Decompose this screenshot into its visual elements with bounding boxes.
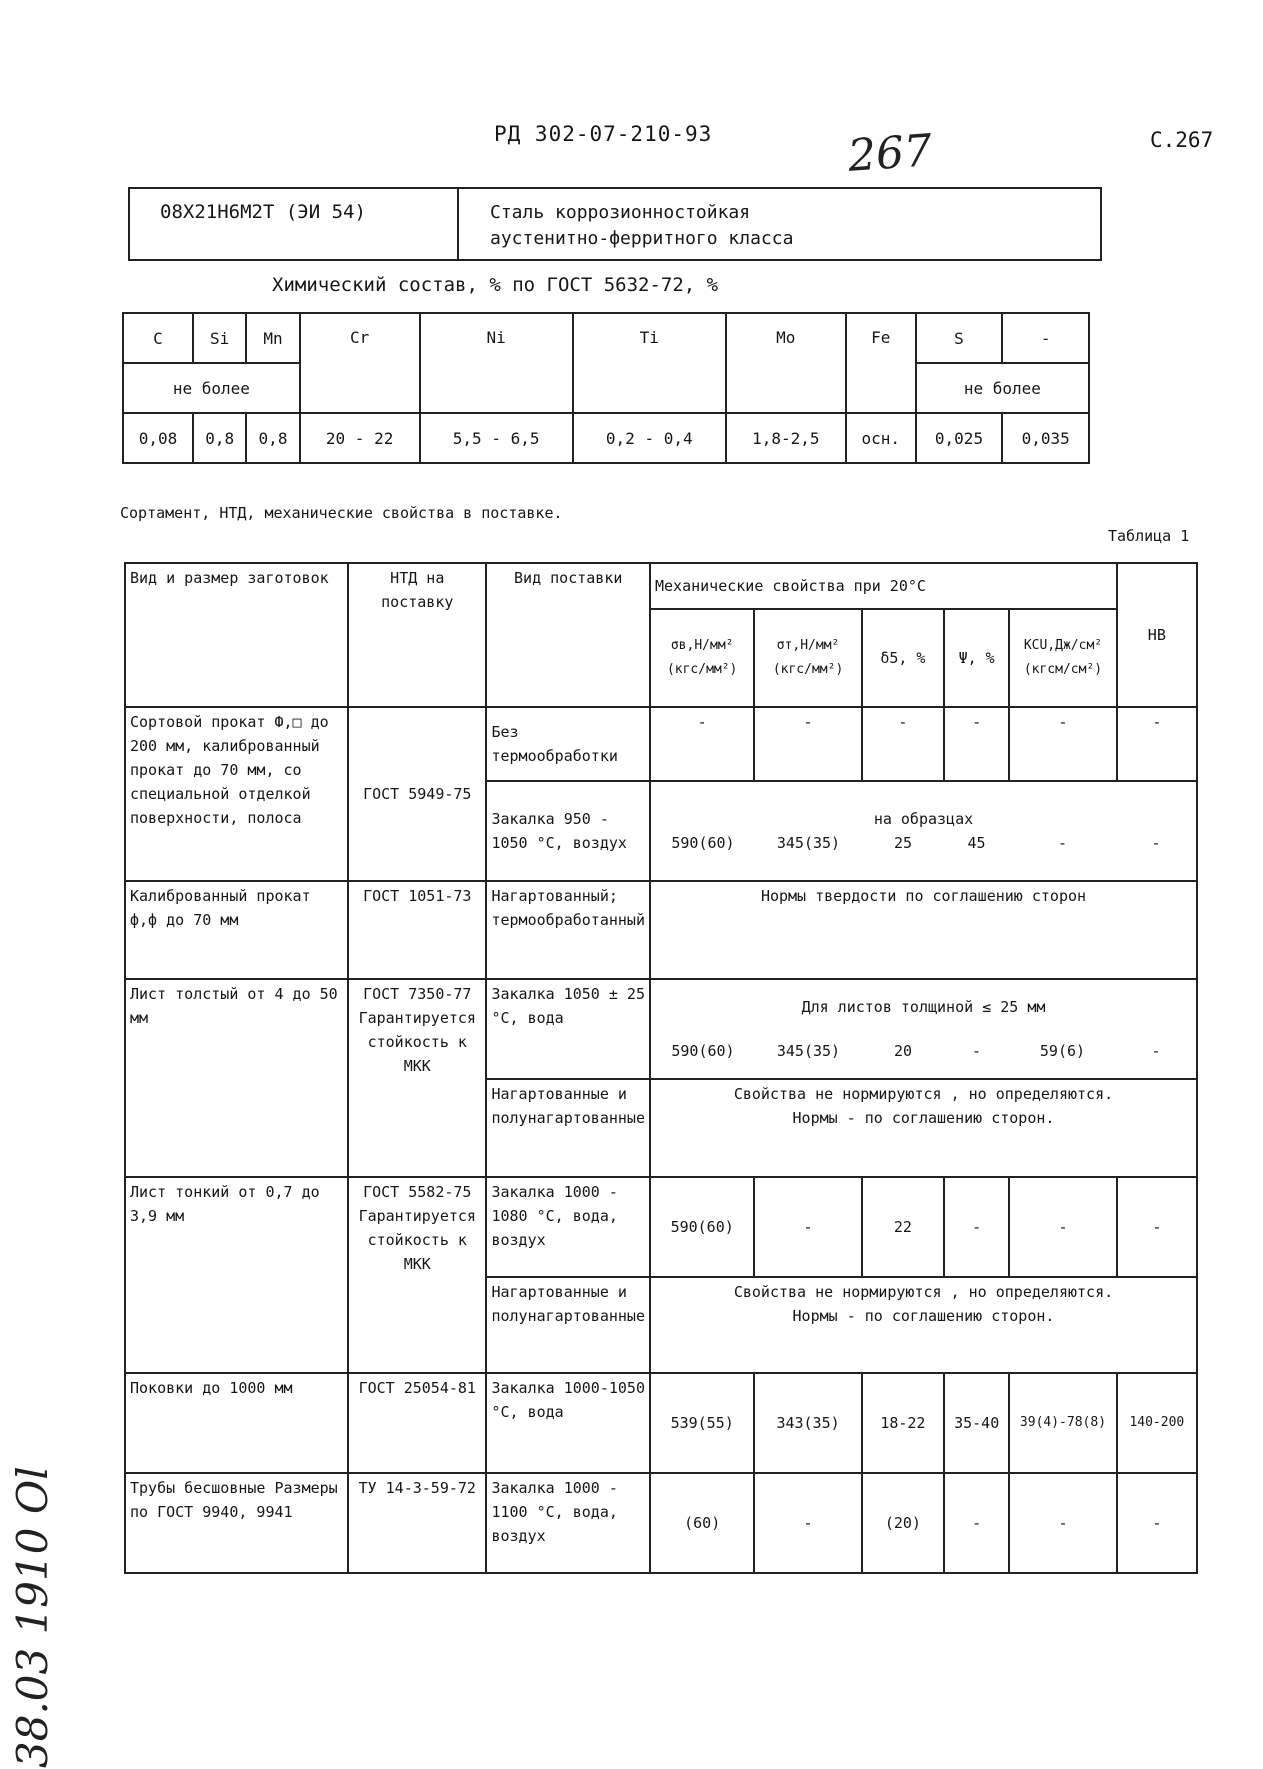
row6-blank: Трубы бесшовные Размеры по ГОСТ 9940, 9941: [125, 1473, 348, 1573]
chem-el-si: Si: [193, 313, 246, 363]
header-sigma-t: σт,Н/мм² (кгс/мм²): [754, 609, 861, 707]
steel-description-line2: аустенитно-ферритного класса: [490, 228, 794, 249]
row3a-psi: -: [971, 1042, 981, 1060]
chem-val-cr: 20 - 22: [300, 413, 420, 463]
row1a-psi: -: [944, 707, 1009, 781]
row1a-hb: -: [1117, 707, 1197, 781]
row1b-delivery: Закалка 950 - 1050 °С, воздух: [486, 781, 650, 881]
chem-el-ti: Ti: [573, 313, 726, 413]
row-6: [125, 1473, 1197, 1573]
table-label: Таблица 1: [1108, 527, 1190, 545]
row6-delivery: Закалка 1000 - 1100 °С, вода, воздух: [486, 1473, 650, 1573]
assortment-caption: Сортамент, НТД, механические свойства в поставке.: [120, 504, 563, 522]
row5-sigma-b: 539(55): [650, 1373, 754, 1473]
row4a-hb: -: [1117, 1177, 1197, 1277]
row1a-sigma-b: -: [650, 707, 754, 781]
row-5: [125, 1373, 1197, 1473]
chem-val-s: 0,025: [916, 413, 1003, 463]
chem-el-c: C: [123, 313, 193, 363]
chem-val-c: 0,08: [123, 413, 193, 463]
row1b-value-strip: [651, 831, 1196, 855]
row4b-delivery: Нагартованные и полунагартованные: [486, 1277, 650, 1373]
chem-value-row: [123, 413, 1089, 463]
row4a-kcu: -: [1009, 1177, 1116, 1277]
row3a-delta: 20: [893, 1042, 913, 1060]
row5-kcu: 39(4)-78(8): [1009, 1373, 1116, 1473]
row5-delivery: Закалка 1000-1050 °С, вода: [486, 1373, 650, 1473]
row4a-sigma-t: -: [754, 1177, 861, 1277]
chem-not-more-right: не более: [916, 363, 1089, 413]
row4a-delivery: Закалка 1000 - 1080 °С, вода, воздух: [486, 1177, 650, 1277]
row3-ntd: ГОСТ 7350-77 Гарантируется стойкость к МКК: [348, 979, 486, 1177]
header-mech-props: Механические свойства при 20°С: [650, 563, 1117, 609]
row1b-sigma-b: 590(60): [671, 834, 735, 852]
row5-hb: 140-200: [1117, 1373, 1197, 1473]
row5-ntd: ГОСТ 25054-81: [348, 1373, 486, 1473]
chem-val-ti: 0,2 - 0,4: [573, 413, 726, 463]
chem-val-mn: 0,8: [246, 413, 299, 463]
row3a-delivery: Закалка 1050 ± 25 °С, вода: [486, 979, 650, 1079]
row4a-delta: 22: [862, 1177, 944, 1277]
header-sigma-b: σв,Н/мм² (кгс/мм²): [650, 609, 754, 707]
row-3a: [125, 979, 1197, 1079]
chem-el-fe: Fe: [846, 313, 916, 413]
row1-ntd: ГОСТ 5949-75: [348, 707, 486, 881]
steel-grade: 08Х21Н6М2Т (ЭИ 54): [160, 201, 366, 223]
row5-sigma-t: 343(35): [754, 1373, 861, 1473]
row1-blank: Сортовой прокат Ф,□ до 200 мм, калиброванный прокат до 70 мм, со специальной отделкой поверхности, полоса: [125, 707, 348, 881]
row-2: [125, 881, 1197, 979]
chem-el-dash: -: [1002, 313, 1089, 363]
row3-blank: Лист толстый от 4 до 50 мм: [125, 979, 348, 1177]
row1a-delta: -: [862, 707, 944, 781]
chem-val-ni: 5,5 - 6,5: [420, 413, 573, 463]
row3b-delivery: Нагартованные и полунагартованные: [486, 1079, 650, 1177]
row6-hb: -: [1117, 1473, 1197, 1573]
row3a-value-strip: [651, 1039, 1196, 1063]
row4a-sigma-b: 590(60): [650, 1177, 754, 1277]
row6-ntd: ТУ 14-3-59-72: [348, 1473, 486, 1573]
handwritten-page-number: 267: [846, 125, 934, 182]
chem-val-mo: 1,8-2,5: [726, 413, 846, 463]
header-delivery: Вид поставки: [486, 563, 650, 707]
row1a-delivery: Без термообработки: [486, 707, 650, 781]
row4a-psi: -: [944, 1177, 1009, 1277]
row4b-notes: [650, 1277, 1197, 1373]
chem-el-ni: Ni: [420, 313, 573, 413]
chem-val-fe: осн.: [846, 413, 916, 463]
chem-el-s: S: [916, 313, 1003, 363]
row1b-note: на образцах: [873, 810, 974, 828]
header-ntd: НТД на поставку: [348, 563, 486, 707]
row2-blank: Калиброванный прокат ф,ф до 70 мм: [125, 881, 348, 979]
header-kcu: KCU,Дж/см² (кгсм/см²): [1009, 609, 1116, 707]
row2-note: Нормы твердости по соглашению сторон: [650, 881, 1197, 979]
chem-val-other: 0,035: [1002, 413, 1089, 463]
row-4a: [125, 1177, 1197, 1277]
row1a-sigma-t: -: [754, 707, 861, 781]
row6-psi: -: [944, 1473, 1009, 1573]
row3a-kcu: 59(6): [1039, 1042, 1086, 1060]
row1b-psi: 45: [967, 834, 986, 852]
row3b-note-1: Свойства не нормируются , но определяются.: [733, 1085, 1114, 1103]
row5-psi: 35-40: [944, 1373, 1009, 1473]
handwritten-side-note: 38.03 1910 Ol: [8, 1466, 57, 1768]
row4b-note-2: Нормы - по соглашению сторон.: [792, 1307, 1055, 1325]
row1b-delta: 25: [893, 834, 913, 852]
row1b-hb: -: [1151, 834, 1161, 852]
grade-box-divider: [457, 187, 459, 261]
row5-blank: Поковки до 1000 мм: [125, 1373, 348, 1473]
chem-header-row: [123, 313, 1089, 363]
row4-blank: Лист тонкий от 0,7 до 3,9 мм: [125, 1177, 348, 1373]
page-number: С.267: [1150, 128, 1214, 152]
header-hb: НВ: [1117, 563, 1197, 707]
row3a-sigma-b: 590(60): [671, 1042, 735, 1060]
row1a-kcu: -: [1009, 707, 1116, 781]
chem-el-mn: Mn: [246, 313, 299, 363]
chemistry-title: Химический состав, % по ГОСТ 5632-72, %: [272, 274, 719, 296]
row-1a: [125, 707, 1197, 781]
header-delta: δ5, %: [862, 609, 944, 707]
row2-delivery: Нагартованный; термообработанный: [486, 881, 650, 979]
row1b-sigma-t: 345(35): [776, 834, 841, 852]
chem-el-cr: Cr: [300, 313, 420, 413]
chem-not-more-left: не более: [123, 363, 300, 413]
chem-val-si: 0,8: [193, 413, 246, 463]
row3a-note: Для листов толщиной ≤ 25 мм: [801, 998, 1046, 1016]
row2-ntd: ГОСТ 1051-73: [348, 881, 486, 979]
row1b-kcu: -: [1057, 834, 1067, 852]
mech-header-row-1: [125, 563, 1197, 609]
chem-el-mo: Mo: [726, 313, 846, 413]
row6-sigma-b: (60): [650, 1473, 754, 1573]
row4-ntd: ГОСТ 5582-75 Гарантируется стойкость к МКК: [348, 1177, 486, 1373]
row6-sigma-t: -: [754, 1473, 861, 1573]
row6-kcu: -: [1009, 1473, 1116, 1573]
row3a-sigma-t: 345(35): [776, 1042, 841, 1060]
row6-delta: (20): [862, 1473, 944, 1573]
row3a-hb: -: [1151, 1042, 1161, 1060]
row5-delta: 18-22: [862, 1373, 944, 1473]
mechanical-properties-table: [124, 562, 1198, 1574]
header-blank-type: Вид и размер заготовок: [125, 563, 348, 707]
row1b-values: [650, 781, 1197, 881]
row3b-note-2: Нормы - по соглашению сторон.: [792, 1109, 1055, 1127]
chemistry-table: [122, 312, 1090, 464]
steel-description: [490, 200, 1090, 252]
steel-description-line1: Сталь коррозионностойкая: [490, 202, 751, 223]
document-code: РД 302-07-210-93: [494, 122, 713, 146]
row3a-values: [650, 979, 1197, 1079]
row3b-notes: [650, 1079, 1197, 1177]
header-psi: Ψ, %: [944, 609, 1009, 707]
row4b-note-1: Свойства не нормируются , но определяются.: [733, 1283, 1114, 1301]
